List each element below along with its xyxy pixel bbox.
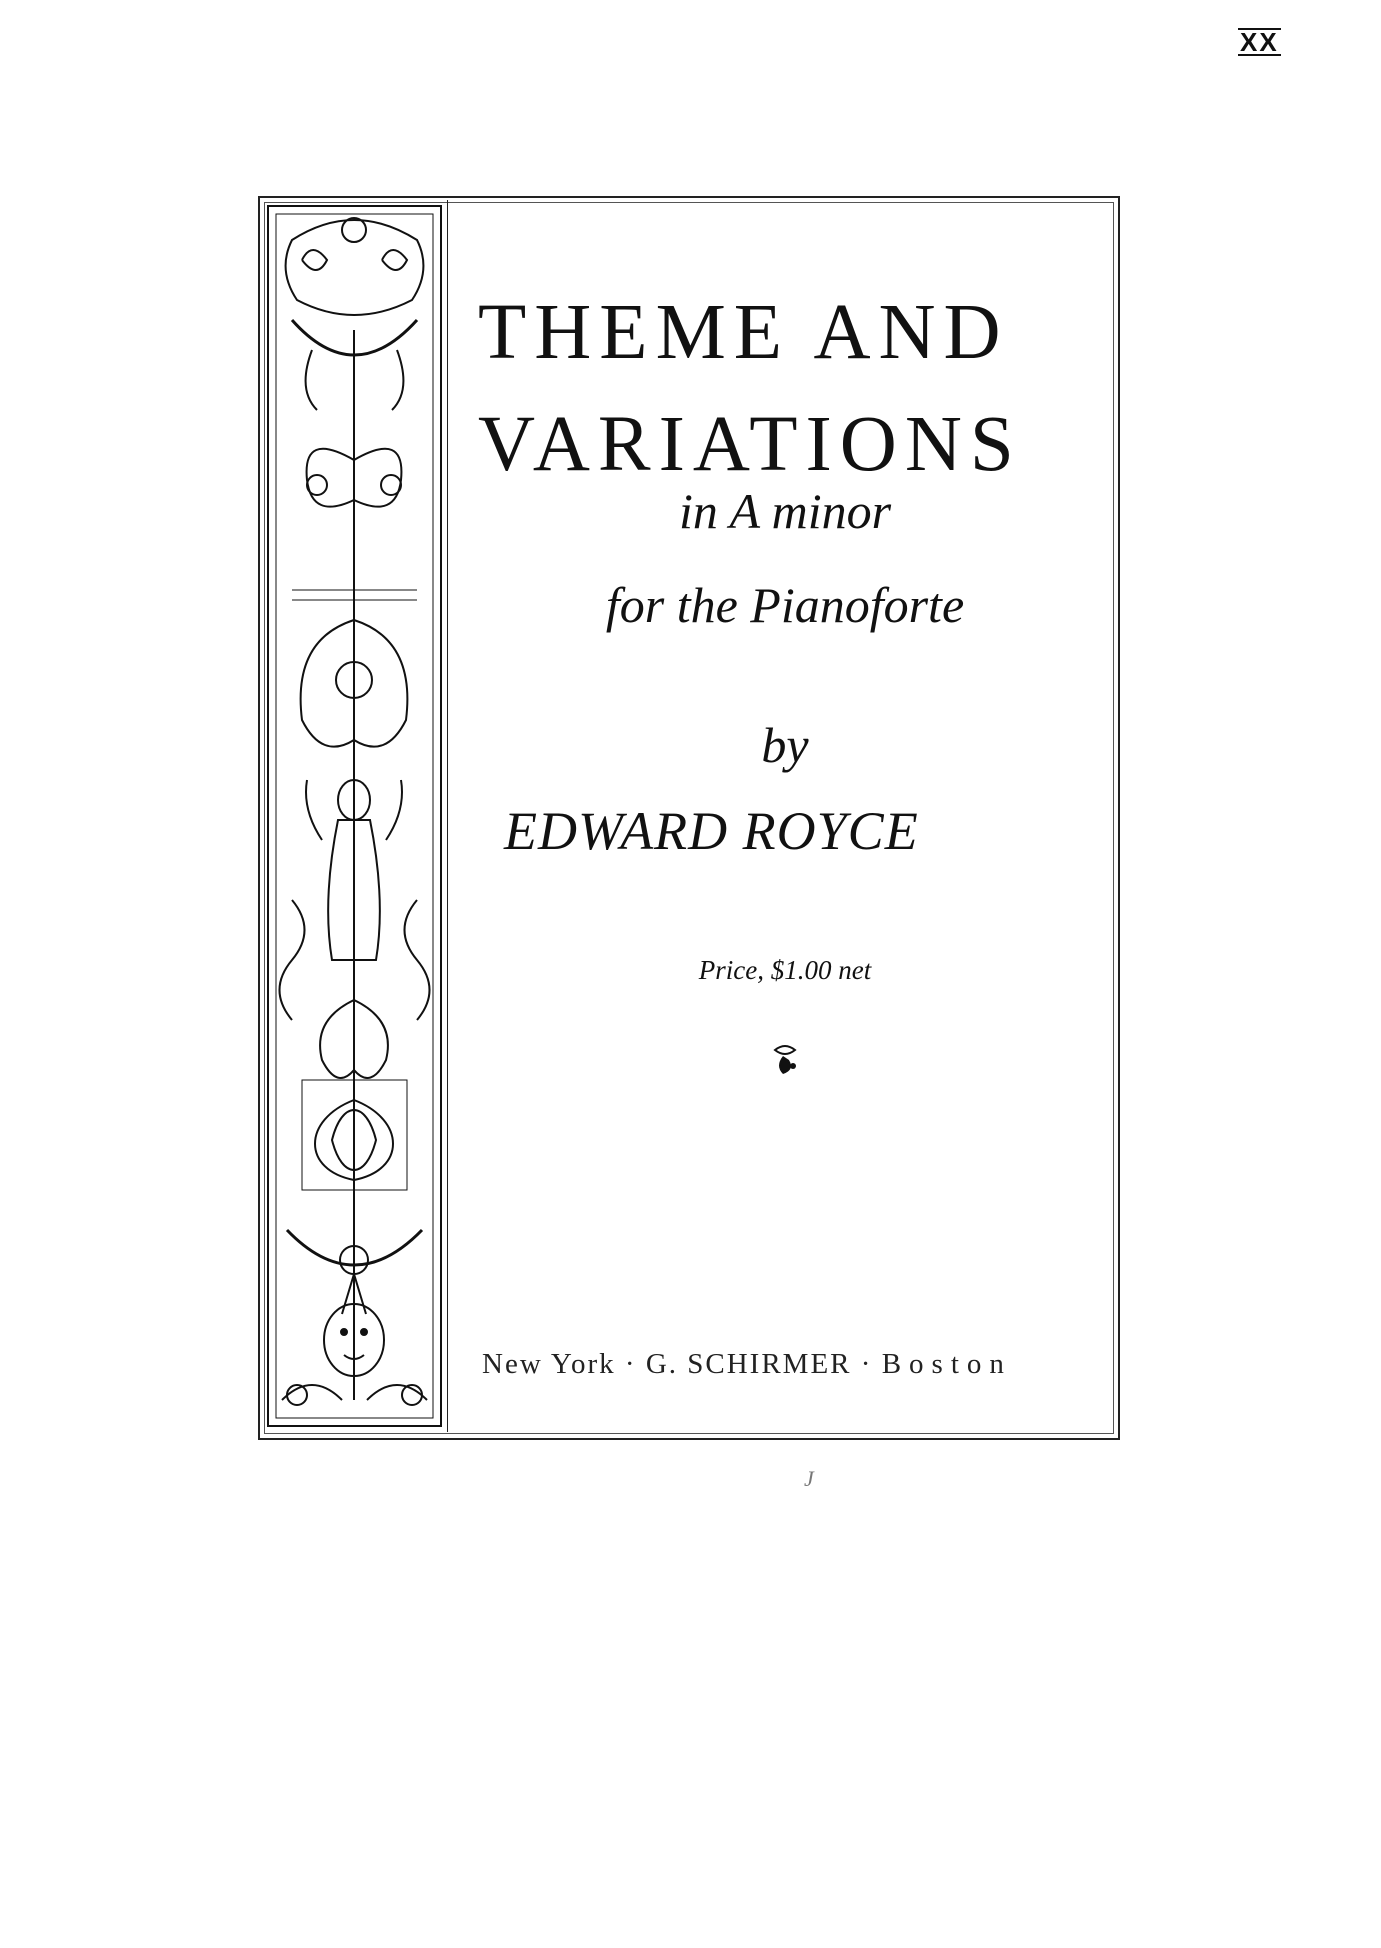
publisher-city-2: Boston xyxy=(881,1348,1012,1380)
price-text: Price, $1.00 net xyxy=(698,955,872,985)
publisher-city-1: New York xyxy=(482,1348,616,1380)
folio-mark: J xyxy=(804,1466,814,1491)
separator: · xyxy=(624,1348,637,1380)
by-line: by xyxy=(761,717,809,773)
ornamental-border-icon xyxy=(262,200,448,1432)
cover-text-area xyxy=(460,200,1110,1432)
separator: · xyxy=(860,1348,873,1380)
publisher-name: G. SCHIRMER xyxy=(645,1348,852,1380)
subtitle-instrument: for the Pianoforte xyxy=(605,577,965,633)
publisher-line xyxy=(482,1350,1012,1379)
fleuron-icon xyxy=(763,1038,807,1082)
archive-mark: XX xyxy=(1240,27,1279,57)
subtitle-key: in A minor xyxy=(678,483,892,539)
title-line-1: THEME AND xyxy=(478,288,1009,376)
composer-name: EDWARD ROYCE xyxy=(504,801,919,861)
title-line-2: VARIATIONS xyxy=(478,400,1022,488)
